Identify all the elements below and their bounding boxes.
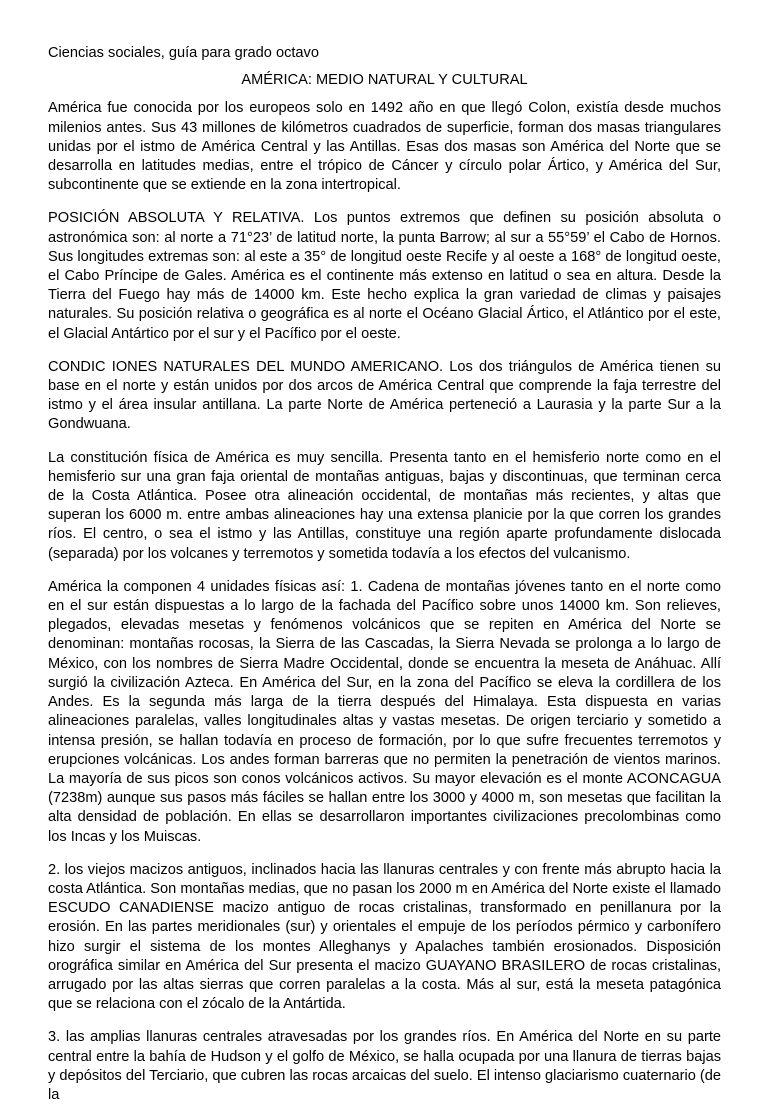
paragraph-ancient-massifs: 2. los viejos macizos antiguos, inclinados hacia las llanuras centrales y con frente más abrupto hacia la costa Atlántica. Son montañas medias, que no pasan los 2000 m en América del Norte existe el llamado ESCUDO CANADIENSE macizo antiguo de rocas cristalinas, transformado en penillanura por la erosión. En las partes meridionales (sur) y orientales el empuje de los períodos pérmico y carbonífero hizo surgir el sistema de los montes Alleghanys y Apalaches también erosionados. Disposición orográfica similar en América del Sur presenta el macizo GUAYANO BRASILERO de rocas cristalinas, arrugado por las altas sierras que corren paralelas a la costa. Más al sur, está la meseta patagónica que se relaciona con el zócalo de la Antártida. — [48, 861, 721, 1013]
paragraph-physical-constitution: La constitución física de América es muy sencilla. Presenta tanto en el hemisferio norte como en el hemisferio sur una gran faja oriental de montañas antiguas, bajas y discontinuas, que terminan cerca de la Costa Atlántica. Posee otra alineación occidental, de montañas más recientes, y altas que superan los 6000 m. entre ambas alineaciones hay una extensa planicie por la que corren los grandes ríos. El centro, o sea el istmo y las Antillas, constituye una región aparte profundamente dislocada (separada) por los volcanes y terremotos y sometida todavía a los efectos del vulcanismo. — [48, 449, 721, 562]
course-line: Ciencias sociales, guía para grado octavo — [48, 45, 319, 61]
paragraph-natural-conditions: CONDIC IONES NATURALES DEL MUNDO AMERICANO. Los dos triángulos de América tienen su base en el norte y están unidos por dos arcos de América Central que comprende la faja terrestre del istmo y el área insular antillana. La parte Norte de América perteneció a Laurasia y la parte Sur a la Gondwuana. — [48, 358, 721, 433]
paragraph-central-plains: 3. las amplias llanuras centrales atravesadas por los grandes ríos. En América del Norte en su parte central entre la bahía de Hudson y el golfo de México, se halla ocupada por una llanura de tierras bajas y depósitos del Terciario, que cubren las rocas arcaicas del suelo. El intenso glaciarismo cuaternario (de la — [48, 1029, 722, 1103]
document-title: AMÉRICA: MEDIO NATURAL Y CULTURAL — [241, 72, 528, 89]
document-page — [48, 44, 721, 1119]
paragraph-intro: América fue conocida por los europeos solo en 1492 año en que llegó Colon, existía desde muchos milenios antes. Sus 43 millones de kilómetros cuadrados de superficie, forman dos masas triangulares unidas por el istmo de América Central y las Antillas. Esas dos masas son América del Norte que se desarrolla en latitudes medias, entre el trópico de Cáncer y círculo polar Ártico, y América del Sur, subcontinente que se extiende en la zona intertropical. — [48, 100, 721, 194]
paragraph-physical-units: América la componen 4 unidades físicas así: 1. Cadena de montañas jóvenes tanto en el norte como en el sur están dispuestas a lo largo de la fachada del Pacífico sobre unos 14000 km. Son relieves, plegados, elevadas mesetas y fenómenos volcánicos que se repiten en América del Norte se denominan: montañas rocosas, la Sierra de las Cascadas, la Sierra Nevada se prolonga a lo largo de México, con los nombres de Sierra Madre Occidental, donde se encuentra la meseta de Anáhuac. Allí surgió la civilización Azteca. En América del Sur, en la zona del Pacífico se eleva la cordillera de los Andes. Es la segunda más larga de la tierra después del Himalaya. Esta dispuesta en varias alineaciones paralelas, valles longitudinales altas y vastas mesetas. De origen terciario y sometido a intensa presión, se hallan todavía en proceso de formación, por lo que sufre frecuentes terremotos y erupciones volcánicas. Los andes forman barreras que no permiten la penetración de vientos marinos. La mayoría de sus picos son conos volcánicos activos. Su mayor elevación es el monte ACONCAGUA (7238m) aunque sus pasos más fáciles se hallan entre los 3000 y 4000 m, son mesetas que facilitan la alta densidad de población. En ellas se desarrollaron importantes civilizaciones precolombinas como los Incas y los Muiscas. — [48, 578, 721, 845]
paragraph-position: POSICIÓN ABSOLUTA Y RELATIVA. Los puntos extremos que definen su posición absoluta o astronómica son: al norte a 71°23’ de latitud norte, la punta Barrow; al sur a 55°59’ el Cabo de Hornos. Sus longitudes extremas son: al este a 35° de longitud oeste Recife y al oeste a 168° de longitud oeste, el Cabo Príncipe de Gales. América es el continente más extenso en latitud o sea en altura. Desde la Tierra del Fuego hay más de 14000 km. Este hecho explica la gran variedad de climas y paisajes naturales. Su posición relativa o geográfica es al norte el Océano Glacial Ártico, el Atlántico por el este, el Glacial Antártico por el sur y el Pacífico por el oeste. — [48, 210, 721, 342]
